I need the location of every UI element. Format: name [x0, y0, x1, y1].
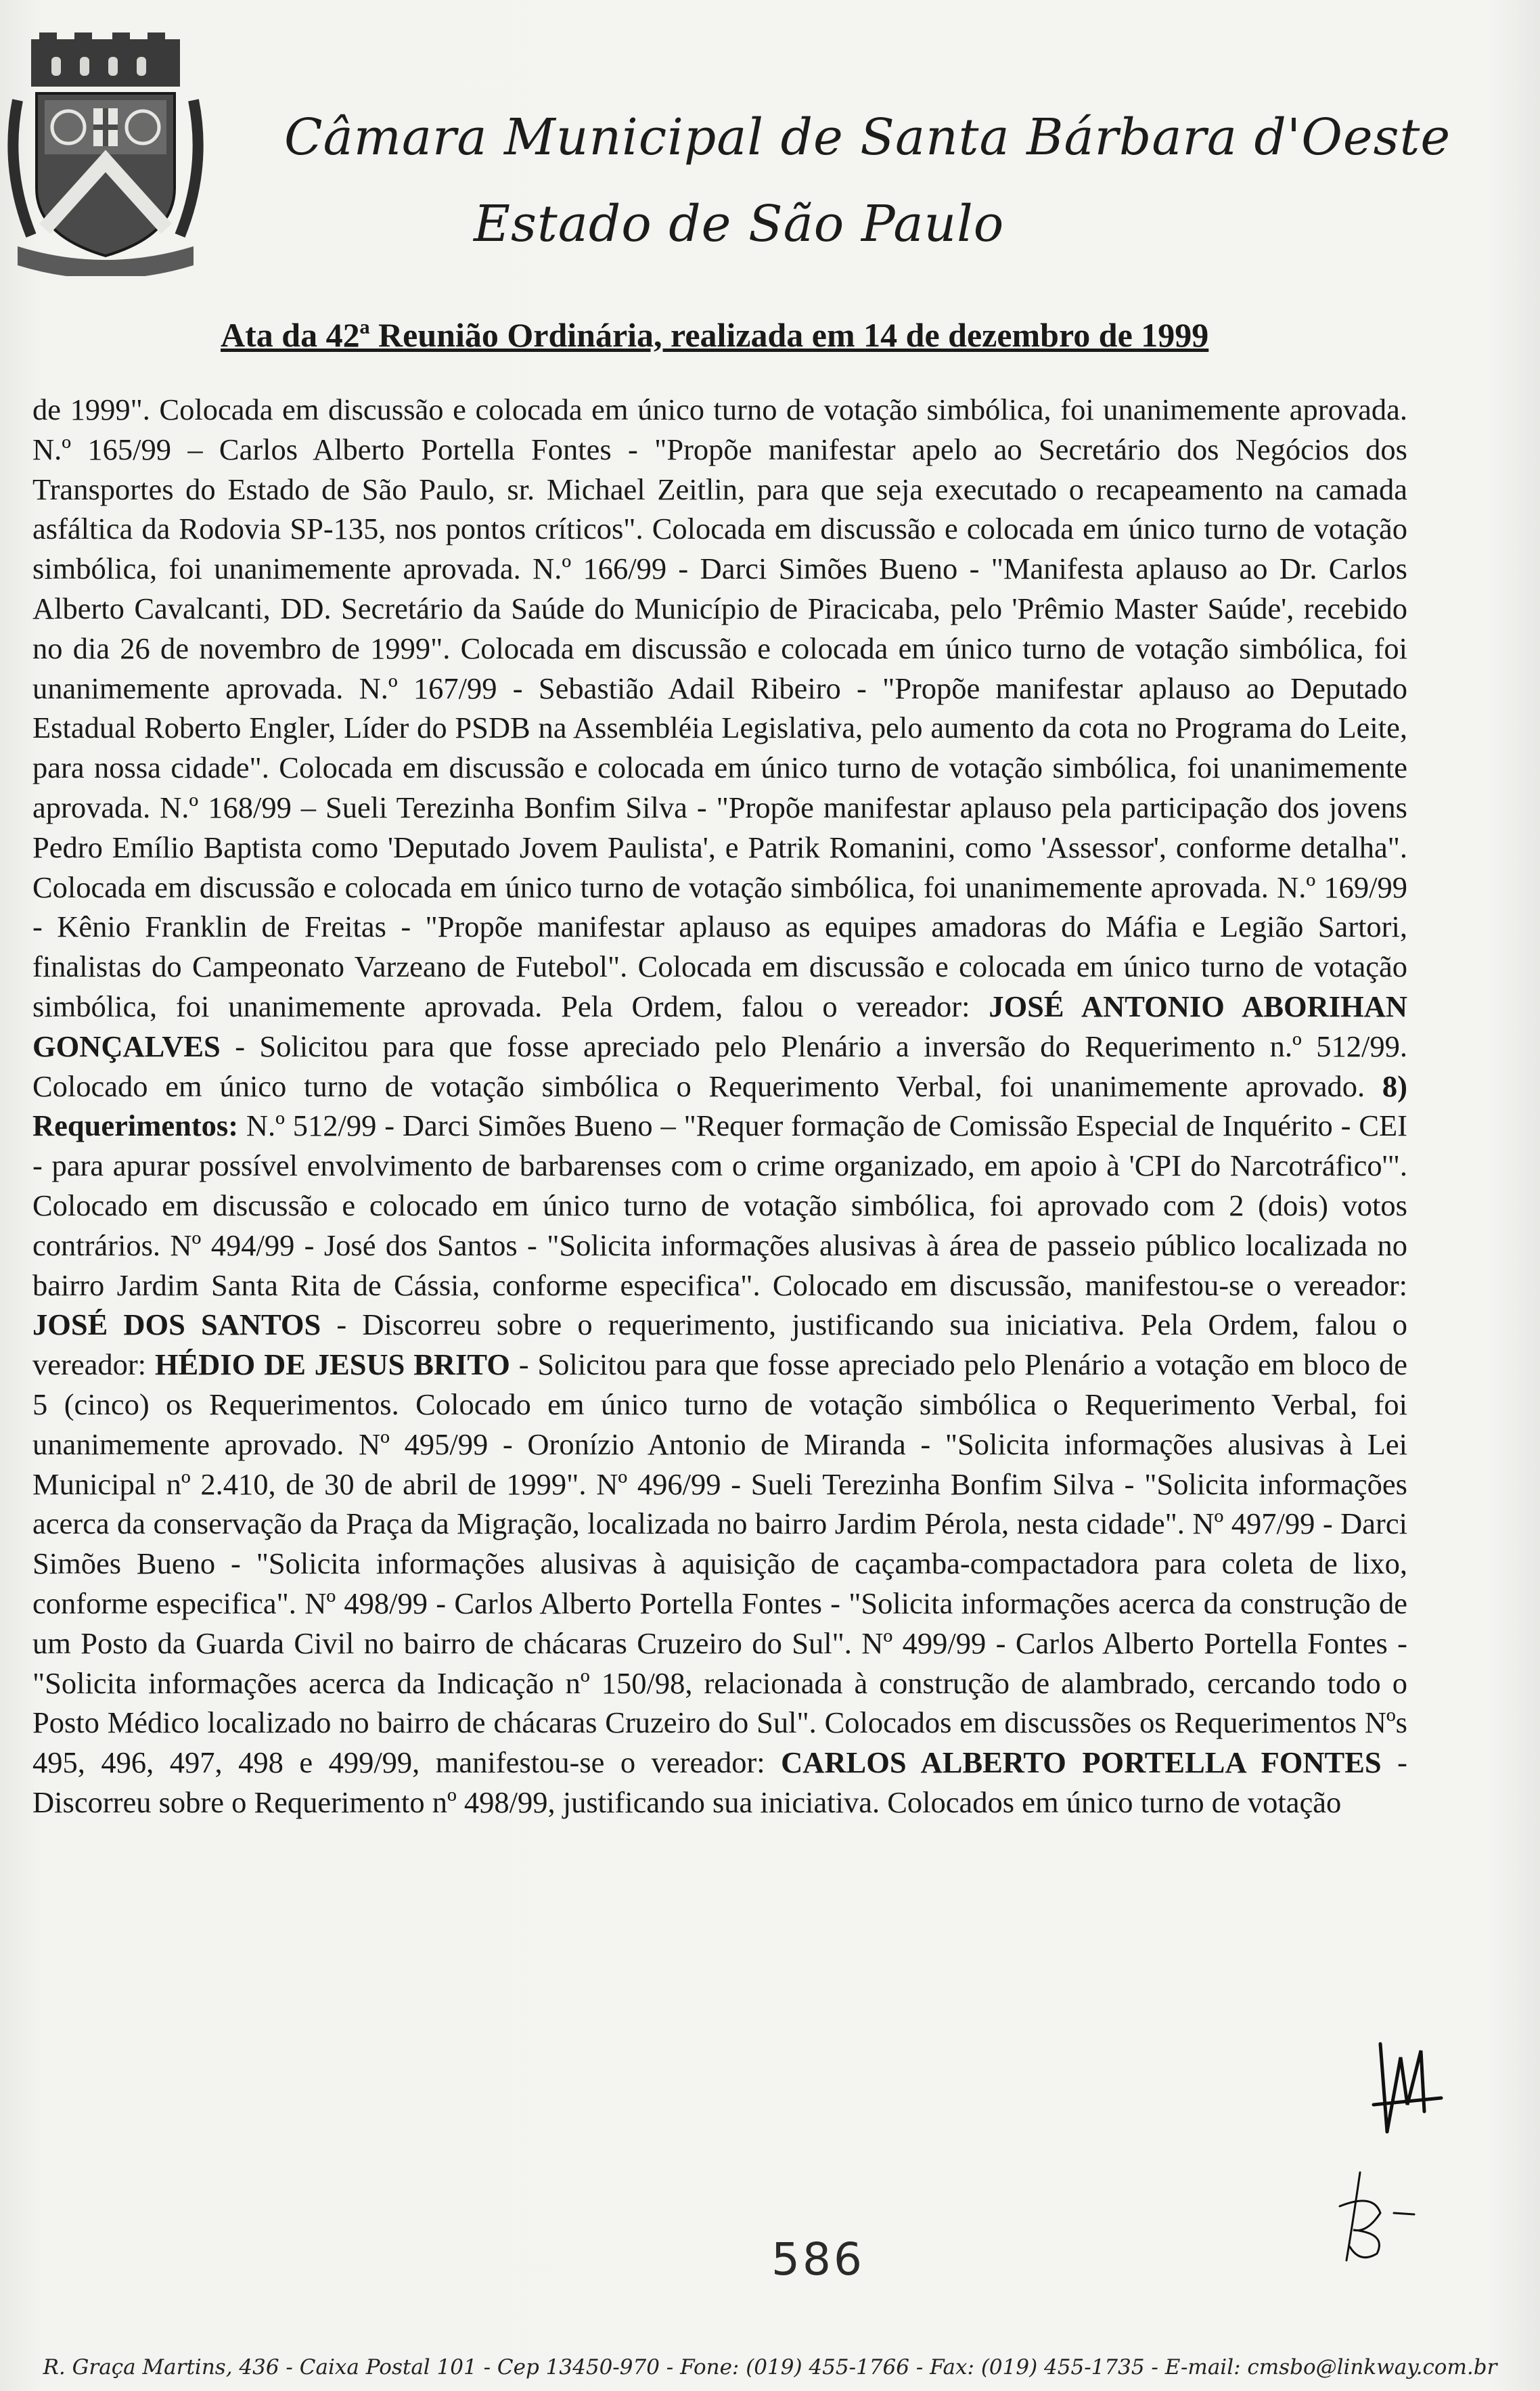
speaker-name: JOSÉ DOS SANTOS: [32, 1308, 321, 1342]
signature-mark: [1360, 2030, 1455, 2139]
minutes-text-segment: - Solicitou para que fosse apreciado pelo Plenário a inversão do Requerimento n.º 512/99. Colocado em único turno de votação simbólica o Requerimento Verbal, foi unanimemente aprovado.: [32, 1029, 1407, 1103]
initials-mark: [1313, 2166, 1421, 2267]
speaker-name: JOSÉ ANTONIO ABORIHAN GONÇALVES: [32, 989, 1407, 1063]
minutes-paragraph: [32, 390, 1407, 1823]
page-number: 586: [771, 2233, 865, 2285]
speaker-name: CARLOS ALBERTO PORTELLA FONTES: [781, 1745, 1382, 1780]
minutes-text-segment: de 1999". Colocada em discussão e colocada em único turno de votação simbólica, foi unanimemente aprovada. N.º 165/99 – Carlos Alberto Portella Fontes - "Propõe manifestar apelo ao Secretário dos Negócios dos Transportes do Estado de São Paulo, sr. Michael Zeitlin, para que seja executado o recapeamento na camada asfáltica da Rodovia SP-135, nos pontos críticos". Colocada em discussão e colocada em único turno de votação simbólica, foi unanimemente aprovada. N.º 166/99 - Darci Simões Bueno - "Manifesta aplauso ao Dr. Carlos Alberto Cavalcanti, DD. Secretário da Saúde do Município de Piracicaba, pelo 'Prêmio Master Saúde', recebido no dia 26 de novembro de 1999". Colocada em discussão e colocada em único turno de votação simbólica, foi unanimemente aprovada. N.º 167/99 - Sebastião Adail Ribeiro - "Propõe manifestar aplauso ao Deputado Estadual Roberto Engler, Líder do PSDB na Assembléia Legislativa, pelo aumento da cota no Programa do Leite, para nossa cidade". Colocada em discussão e colocada em único turno de votação simbólica, foi unanimemente aprovada. N.º 168/99 – Sueli Terezinha Bonfim Silva - "Propõe manifestar aplauso pela participação dos jovens Pedro Emílio Baptista como 'Deputado Jovem Paulista', e Patrik Romanini, como 'Assessor', conforme detalha". Colocada em discussão e colocada em único turno de votação simbólica, foi unanimemente aprovada. N.º 169/99 - Kênio Franklin de Freitas - "Propõe manifestar aplauso as equipes amadoras do Máfia e Legião Sartori, finalistas do Campeonato Varzeano de Futebol". Colocada em discussão e colocada em único turno de votação simbólica, foi unanimemente aprovada. Pela Ordem, falou o vereador:: [32, 393, 1407, 1023]
document-title: Ata da 42ª Reunião Ordinária, realizada em 14 de dezembro de 1999: [221, 316, 1209, 354]
minutes-text-segment: N.º 512/99 - Darci Simões Bueno – "Requer formação de Comissão Especial de Inquérito - CEI - para apurar possível envolvimento de barbarenses com o crime organizado, em apoio à 'CPI do Narcotráfico'". Colocado em discussão e colocado em único turno de votação simbólica, foi aprovado com 2 (dois) votos contrários. Nº 494/99 - José dos Santos - "Solicita informações alusivas à área de passeio público localizada no bairro Jardim Santa Rita de Cássia, conforme especifica". Colocado em discussão, manifestou-se o vereador:: [32, 1109, 1407, 1302]
state-name-header: Estado de São Paulo: [474, 195, 1005, 253]
minutes-body: [32, 390, 1407, 1823]
speaker-name: 8) Requerimentos:: [32, 1069, 1407, 1143]
minutes-text-segment: - Discorreu sobre o requerimento, justificando sua iniciativa. Pela Ordem, falou o vereador:: [32, 1308, 1407, 1382]
minutes-text-segment: - Solicitou para que fosse apreciado pelo Plenário a votação em bloco de 5 (cinco) os Requerimentos. Colocado em único turno de votação simbólica o Requerimento Verbal, foi unanimemente aprovado. Nº 495/99 - Oronízio Antonio de Miranda - "Solicita informações alusivas à Lei Municipal nº 2.410, de 30 de abril de 1999". Nº 496/99 - Sueli Terezinha Bonfim Silva - "Solicita informações acerca da conservação da Praça da Migração, localizada no bairro Jardim Pérola, nesta cidade". Nº 497/99 - Darci Simões Bueno - "Solicita informações alusivas à aquisição de caçamba-compactadora para coleta de lixo, conforme especifica". Nº 498/99 - Carlos Alberto Portella Fontes - "Solicita informações acerca da construção de um Posto da Guarda Civil no bairro de chácaras Cruzeiro do Sul". Nº 499/99 - Carlos Alberto Portella Fontes - "Solicita informações acerca da Indicação nº 150/98, relacionada à construção de alambrado, cercando todo o Posto Médico localizado no bairro de chácaras Cruzeiro do Sul". Colocados em discussões os Requerimentos Nºs 495, 496, 497, 498 e 499/99, manifestou-se o vereador:: [32, 1347, 1407, 1780]
speaker-name: HÉDIO DE JESUS BRITO: [154, 1347, 510, 1382]
chamber-name-header: Câmara Municipal de Santa Bárbara d'Oeste: [284, 108, 1451, 166]
minutes-text-segment: - Discorreu sobre o Requerimento nº 498/99, justificando sua iniciativa. Colocados em único turno de votação: [32, 1745, 1407, 1819]
city-coat-of-arms-icon: [4, 32, 207, 276]
footer-contact: R. Graça Martins, 436 - Caixa Postal 101 - Cep 13450-970 - Fone: (019) 455-1766 - Fax: (019) 455-1735 - E-mail: cmsbo@linkway.com.br: [43, 2355, 1497, 2379]
